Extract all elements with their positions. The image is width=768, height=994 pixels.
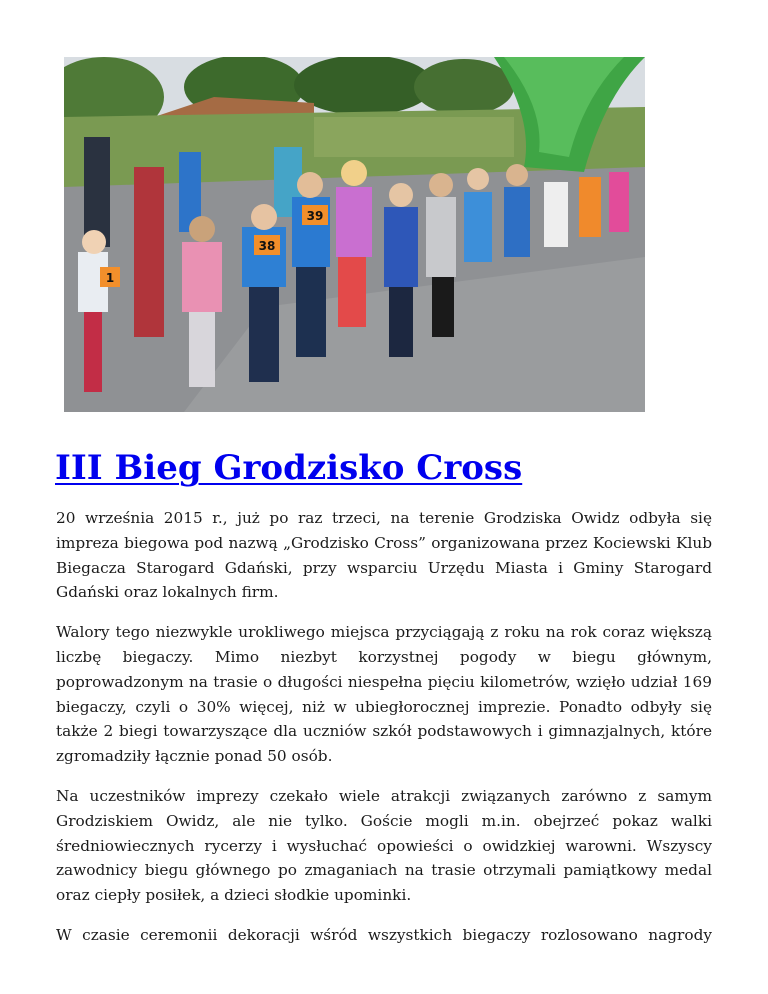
bib-number-38: 38: [258, 239, 276, 253]
paragraph-3: Na uczestników imprezy czekało wiele atrakcji związanych zarówno z samym Grodziskiem Owidz, ale nie tylko. Goście mogli m.in. obejrzeć pokaz walki średniowiecznych rycerzy i wysłuchać opowieści o owidzkiej warowni. Wszyscy zawodnicy biegu głównego po zmaganiach na trasie otrzymali pamiątkowy medal oraz ciepły posiłek, a dzieci słodkie upominki.: [56, 786, 712, 905]
paragraph-4: W czasie ceremonii dekoracji wśród wszystkich biegaczy rozlosowano nagrody: [56, 925, 712, 944]
bib-number-1: 1: [105, 271, 115, 285]
article-title-link[interactable]: III Bieg Grodzisko Cross: [55, 448, 523, 488]
article-photo: [64, 57, 645, 412]
bib-number-39: 39: [306, 209, 324, 223]
paragraph-2: Walory tego niezwykle urokliwego miejsca przyciągają z roku na rok coraz większą liczbę biegaczy. Mimo niezbyt korzystnej pogody w biegu głównym, poprowadzonym na trasie o długości niespełna pięciu kilometrów, wzięło udział 169 biegaczy, czyli o 30% więcej, niż w ubiegłorocznej imprezie. Ponadto odbyły się także 2 biegi towarzyszące dla uczniów szkół podstawowych i gimnazjalnych, które zgromadziły łącznie ponad 50 osób.: [56, 623, 712, 766]
photo-illustration: [64, 57, 645, 412]
article-body: [56, 506, 712, 948]
paragraph-1: 20 września 2015 r., już po raz trzeci, na terenie Grodziska Owidz odbyła się impreza biegowa pod nazwą „Grodzisko Cross” organizowana przez Kociewski Klub Biegacza Starogard Gdański, przy wsparciu Urzędu Miasta i Gminy Starogard Gdański oraz lokalnych firm.: [56, 509, 712, 602]
